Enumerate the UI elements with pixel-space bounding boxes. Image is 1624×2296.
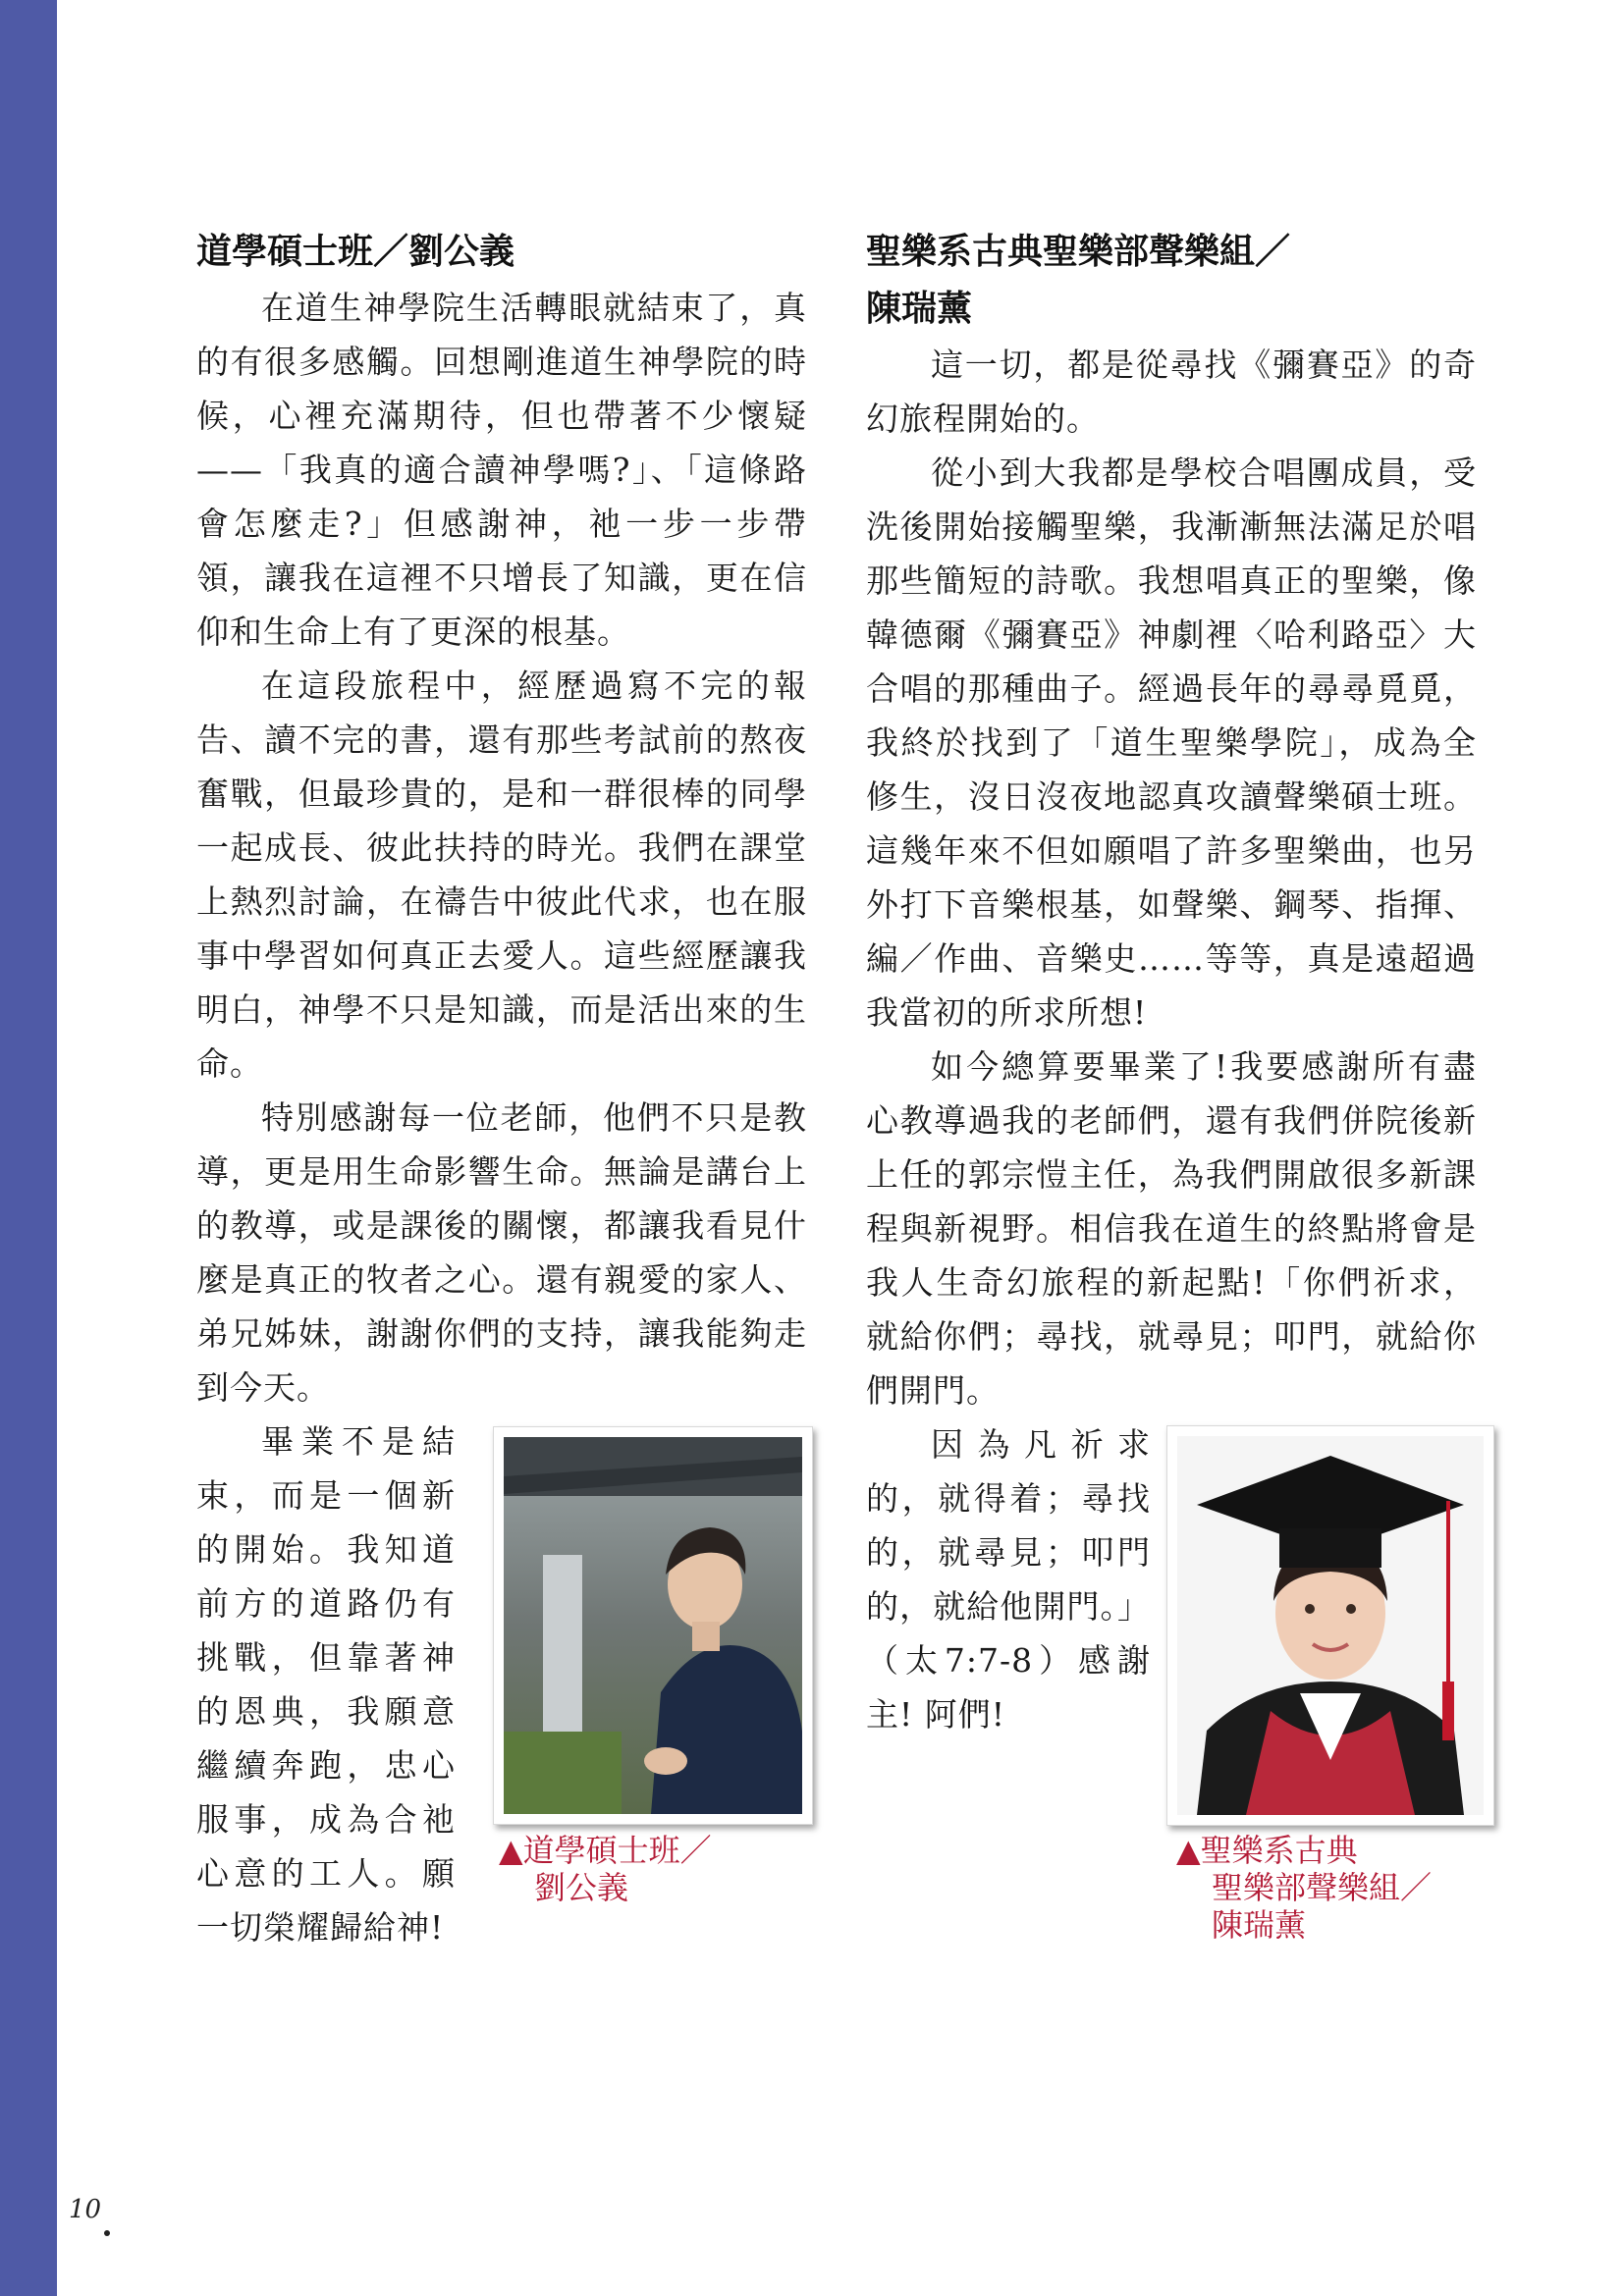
left-heading: 道學碩士班／劉公義 [196,232,515,272]
portrait-young-man [504,1437,802,1814]
left-paragraph-4: 畢業不是結束，而是一個新的開始。我知道前方的道路仍有挑戰，但靠著神的恩典，我願意繼續奔跑，忠心服事，成為合祂心意的工人。願一切榮耀歸給神! [196,1422,456,1947]
right-heading-line-2: 陳瑞薰 [866,289,973,329]
caption-chen-line-2: 聖樂部聲樂組／ [1212,1869,1433,1906]
page-number-dot [104,2230,110,2236]
page-number: 10 [69,2195,102,2224]
left-paragraph-1: 在道生神學院生活轉眼就結束了，真的有很多感觸。回想剛進道生神學院的時候，心裡充滿期待，但也帶著不少懷疑——「我真的適合讀神學嗎?」、「這條路會怎麼走?」但感謝神，祂一步一步帶領，讓我在這裡不只增長了知識，更在信仰和生命上有了更深的根基。 [196,289,807,651]
right-paragraph-2: 從小到大我都是學校合唱團成員，受洗後開始接觸聖樂，我漸漸無法滿足於唱那些簡短的詩歌。我想唱真正的聖樂，像韓德爾《彌賽亞》神劇裡〈哈利路亞〉大合唱的那種曲子。經過長年的尋尋覓覓，我終於找到了「道生聖樂學院」，成為全修生，沒日沒夜地認真攻讀聲樂碩士班。這幾年來不但如願唱了許多聖樂曲，也另外打下音樂根基，如聲樂、鋼琴、指揮、編／作曲、音樂史……等等，真是遠超過我當初的所求所想! [866,454,1477,1032]
right-paragraph-1: 這一切，都是從尋找《彌賽亞》的奇幻旅程開始的。 [866,346,1477,438]
caption-chen-line-1: ▲聖樂系古典 [1176,1832,1358,1869]
left-paragraph-3: 特別感謝每一位老師，他們不只是教導，更是用生命影響生命。無論是講台上的教導，或是課後的關懷，都讓我看見什麼是真正的牧者之心。還有親愛的家人、弟兄姊妹，謝謝你們的支持，讓我能夠走到今天。 [196,1098,807,1407]
caption-liu-line-2: 劉公義 [534,1869,629,1906]
caption-liu-line-1: ▲道學碩士班／ [499,1832,712,1869]
left-paragraph-2: 在這段旅程中，經歷過寫不完的報告、讀不完的書，還有那些考試前的熬夜奮戰，但最珍貴的，是和一群很棒的同學一起成長、彼此扶持的時光。我們在課堂上熱烈討論，在禱告中彼此代求，也在服事中學習如何真正去愛人。這些經歷讓我明白，神學不只是知識，而是活出來的生命。 [196,667,807,1083]
right-paragraph-4: 因為凡祈求的，就得着；尋找的，就尋見；叩門的，就給他開門。」（太7:7-8）感謝主! 阿們! [866,1425,1151,1734]
side-color-bar [0,0,57,2296]
caption-liu [499,1832,712,1906]
portrait-graduate [1177,1436,1484,1815]
photo-liu-gongyi [493,1426,813,1825]
caption-chen-line-3: 陳瑞薰 [1212,1906,1307,1944]
right-paragraph-3: 如今總算要畢業了!我要感謝所有盡心教導過我的老師們，還有我們併院後新上任的郭宗愷主任，為我們開啟很多新課程與新視野。相信我在道生的終點將會是我人生奇幻旅程的新起點!「你們祈求，就給你們；尋找，就尋見；叩門，就給你們開門。 [866,1047,1477,1410]
photo-chen-ruixun [1166,1425,1494,1826]
right-heading [866,224,1477,338]
caption-chen [1176,1832,1432,1944]
right-heading-line-1: 聖樂系古典聖樂部聲樂組／ [866,232,1291,272]
